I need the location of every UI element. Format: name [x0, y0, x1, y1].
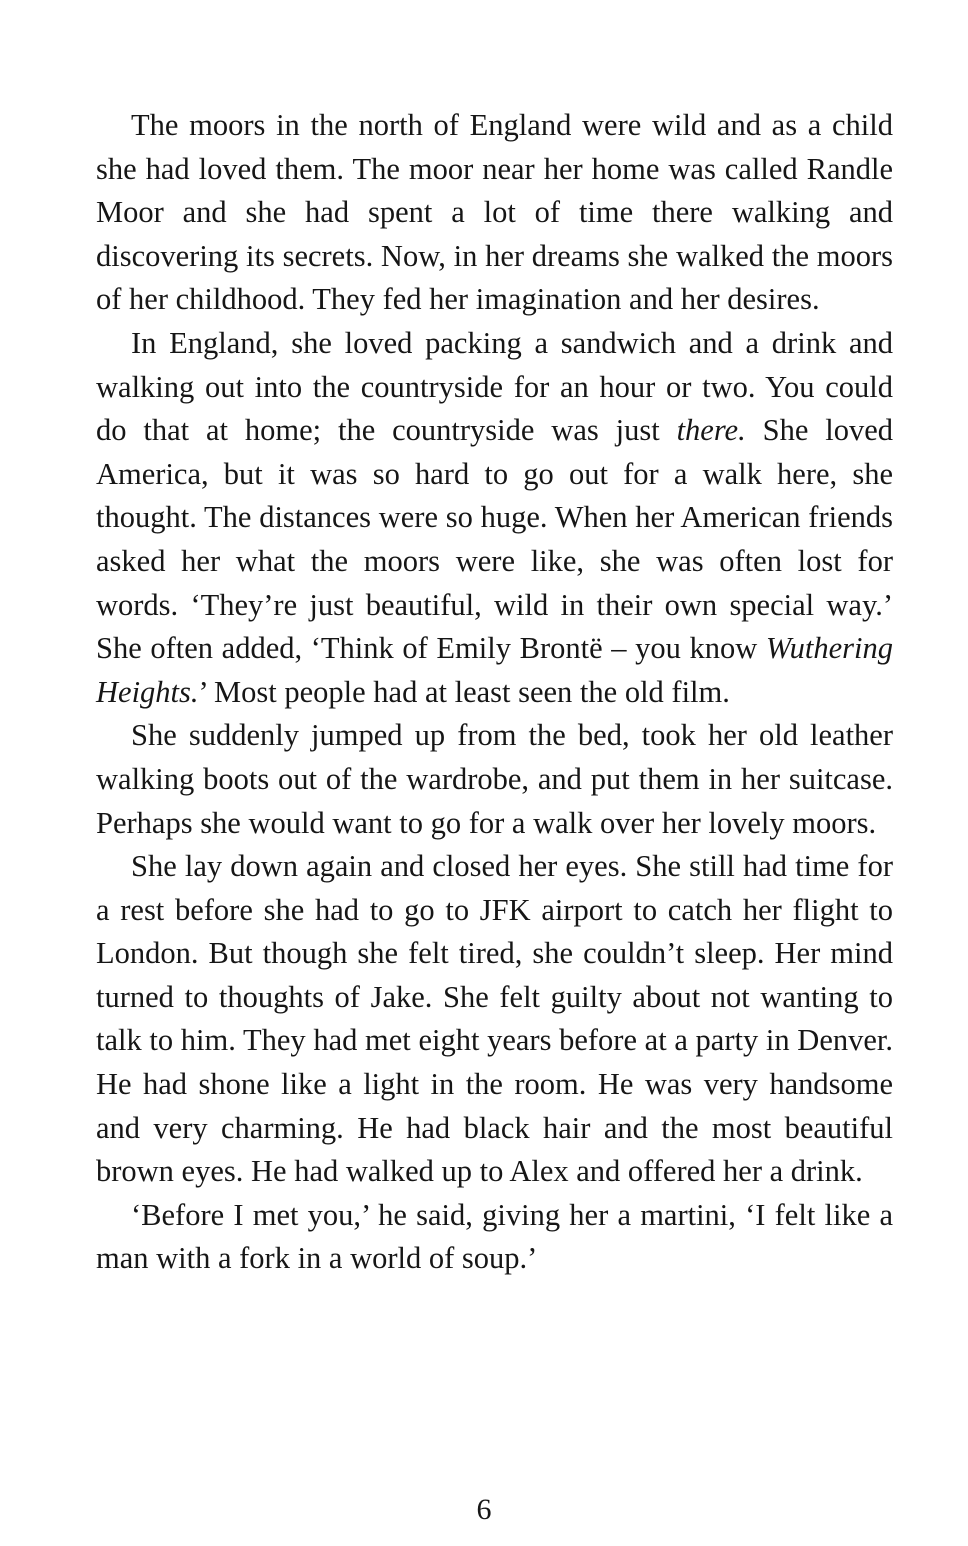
paragraph-boots: She suddenly jumped up from the bed, took her old leather walking boots out of the wardrobe, and put them in her suitcase. Perhaps she would want to go for a walk over her lovely moors.	[96, 718, 893, 840]
paragraph-jake: She lay down again and closed her eyes. She still had time for a rest before she had to go to JFK airport to catch her flight to London. But though she felt tired, she couldn’t sleep. Her mind turned to thoughts of Jake. She felt guilty about not wanting to talk to him. They had met eight years before at a party in Denver. He had shone like a light in the room. He was very handsome and very charming. He had black hair and the most beautiful brown eyes. He had walked up to Alex and offered her a drink.	[96, 849, 893, 1189]
emphasis-there: there.	[676, 413, 746, 448]
paragraph-england-text-2: She loved America, but it was so hard to go out for a walk here, she thought. The distances were so huge. When her American friends asked her what the moors were like, she was often lost for words. ‘They’re just beautiful, wild in their own special way.’ She often added, ‘Think of Emily Brontë – you know	[96, 413, 893, 666]
paragraph-martini: ‘Before I met you,’ he said, giving her a martini, ‘I felt like a man with a fork in a world of soup.’	[96, 1197, 893, 1276]
book-page-body	[96, 104, 893, 1281]
paragraph-moors: The moors in the north of England were wild and as a child she had loved them. The moor near her home was called Randle Moor and she had spent a lot of time there walking and discovering its secrets. Now, in her dreams she walked the moors of her childhood. They fed her imagination and her desires.	[96, 108, 893, 317]
paragraph-england	[96, 322, 893, 714]
paragraph-england-text-3: ’ Most people had at least seen the old film.	[198, 674, 730, 709]
paragraph-england-text-1: In England, she loved packing a sandwich and a drink and walking out into the countryside for an hour or two. You could do that at home; the countryside was just	[96, 325, 893, 448]
page-number: 6	[476, 1493, 492, 1526]
book-title-wuthering-heights: Wuthering Heights.	[96, 631, 893, 709]
